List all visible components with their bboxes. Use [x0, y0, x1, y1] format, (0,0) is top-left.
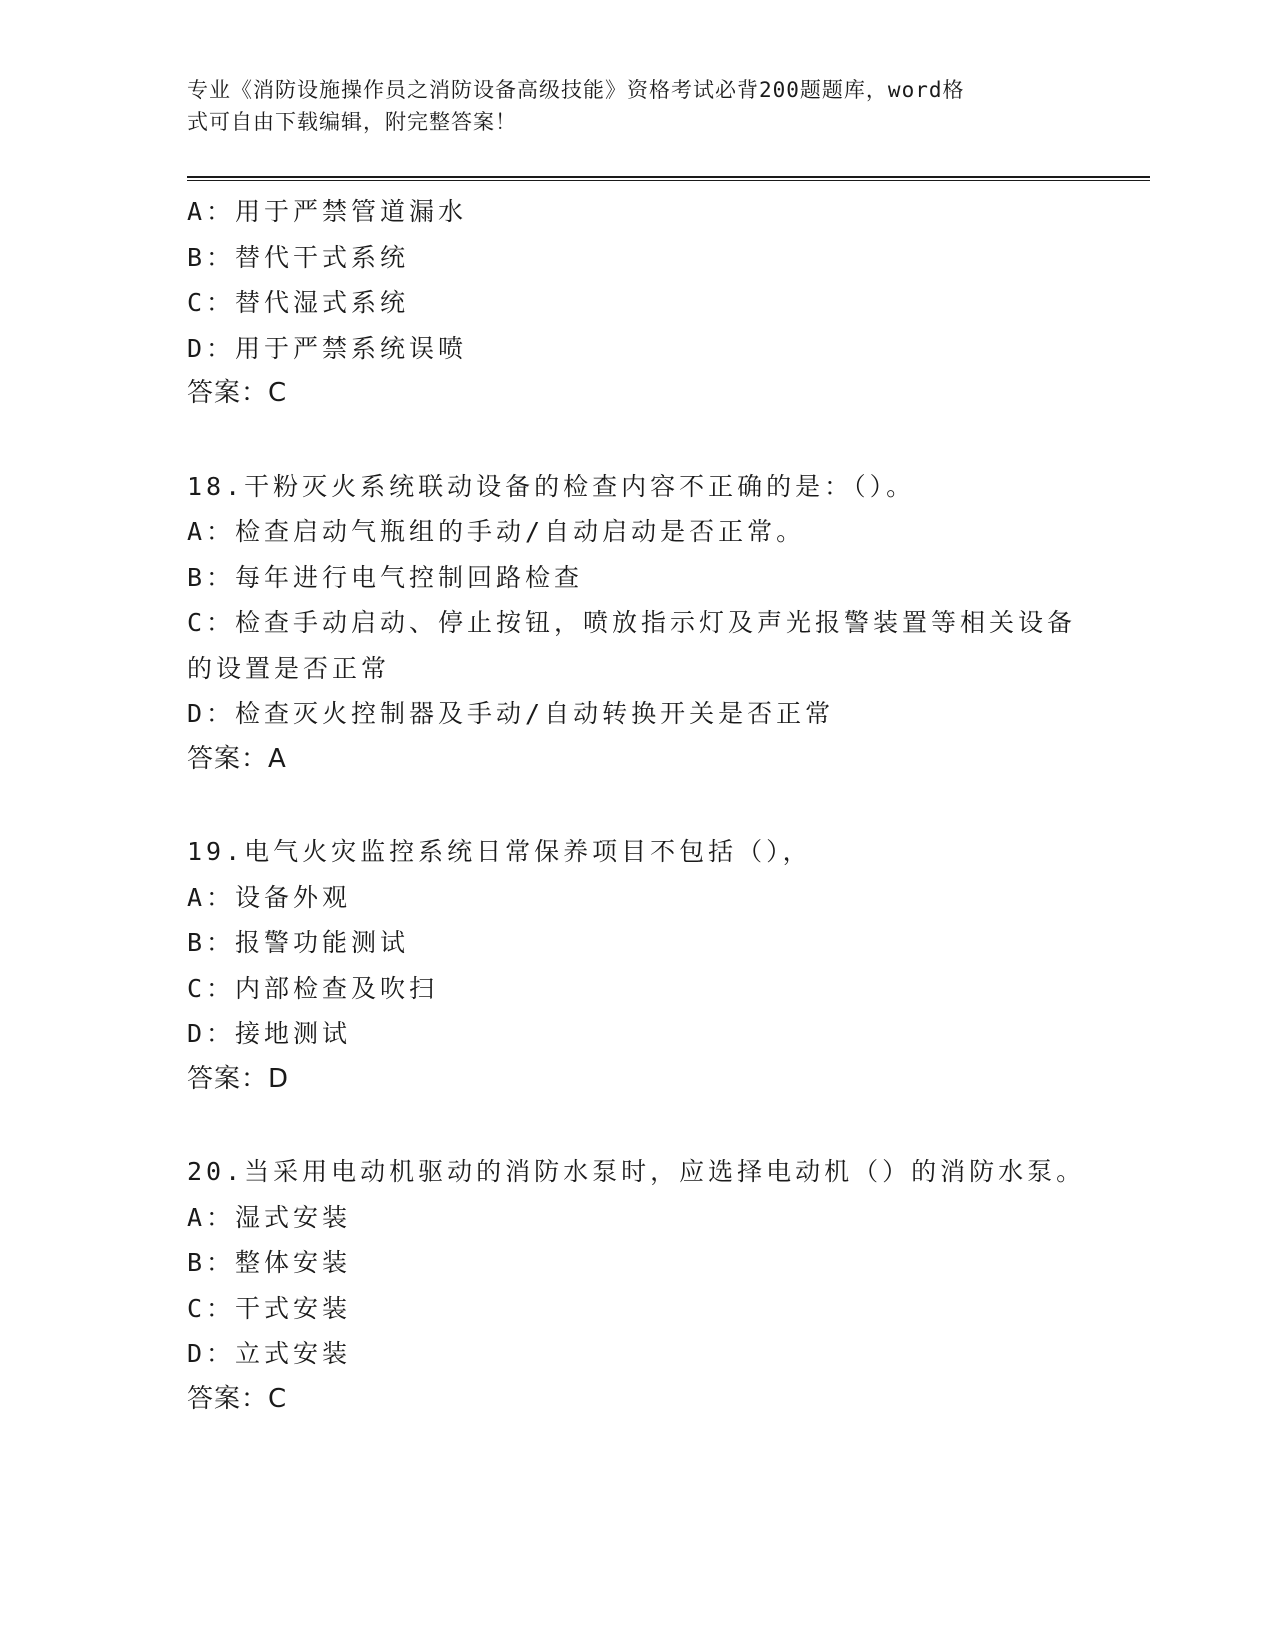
- option-a: A：用于严禁管道漏水: [187, 197, 468, 226]
- option-d: D：接地测试: [187, 1019, 352, 1048]
- option-b: B：替代干式系统: [187, 242, 410, 272]
- document-header: [187, 74, 1067, 138]
- answer-label: 答案：C: [187, 378, 288, 408]
- spacer: [187, 1102, 1087, 1149]
- question-stem: 19.电气火灾监控系统日常保养项目不包括（），: [187, 837, 812, 866]
- option-c: C：检查手动启动、停止按钮，喷放指示灯及声光报警装置等相关设备: [187, 608, 1077, 637]
- header-title-line-1: 专业《消防设施操作员之消防设备高级技能》资格考试必背200题题库，word格: [187, 78, 965, 102]
- option-d: D：用于严禁系统误喷: [187, 333, 468, 363]
- question-17-continued: [187, 189, 1087, 417]
- answer-label: 答案：A: [187, 743, 287, 774]
- option-a: A：检查启动气瓶组的手动/自动启动是否正常。: [187, 517, 806, 546]
- spacer: [187, 417, 1087, 464]
- option-b: B：每年进行电气控制回路检查: [187, 562, 584, 592]
- question-18: [187, 464, 1087, 783]
- question-20: [187, 1149, 1087, 1422]
- option-a: A：设备外观: [187, 882, 352, 912]
- option-d: D：检查灭火控制器及手动/自动转换开关是否正常: [187, 699, 835, 728]
- question-19: [187, 829, 1087, 1102]
- question-stem: 20.当采用电动机驱动的消防水泵时，应选择电动机（）的消防水泵。: [187, 1157, 1086, 1186]
- option-c: C：替代湿式系统: [187, 288, 410, 317]
- header-title-line-2: 式可自由下载编辑，附完整答案！: [187, 110, 517, 134]
- option-b: B：整体安装: [187, 1248, 352, 1277]
- option-c: C：干式安装: [187, 1293, 352, 1323]
- option-a: A：湿式安装: [187, 1202, 352, 1232]
- header-divider: [187, 176, 1150, 181]
- option-c: C：内部检查及吹扫: [187, 973, 439, 1003]
- question-list: [187, 189, 1087, 1422]
- answer-label: 答案：C: [187, 1383, 288, 1414]
- spacer: [187, 782, 1087, 829]
- answer-label: 答案：D: [187, 1063, 290, 1094]
- option-c-continued: 的设置是否正常: [187, 653, 391, 683]
- question-stem: 18.干粉灭火系统联动设备的检查内容不正确的是：（）。: [187, 471, 916, 501]
- option-d: D：立式安装: [187, 1339, 352, 1368]
- option-b: B：报警功能测试: [187, 928, 410, 957]
